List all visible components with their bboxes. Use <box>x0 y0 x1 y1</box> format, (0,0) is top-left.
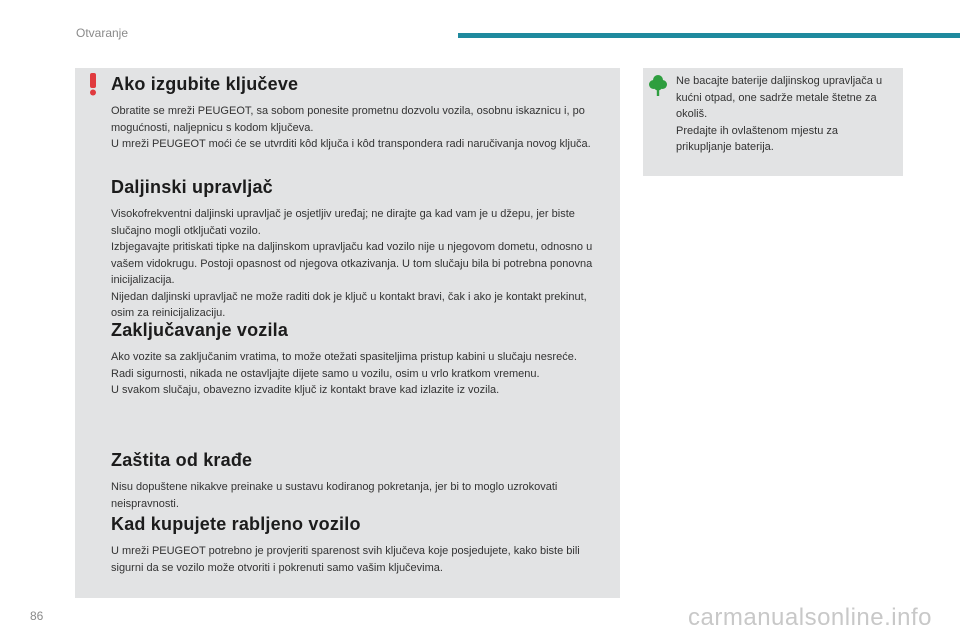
section-theft-protection <box>111 450 611 512</box>
paragraph: Ne bacajte baterije daljinskog upravljača u kućni otpad, one sadrže metale štetne za okoliš. <box>676 75 883 120</box>
section-title: Ako izgubite ključeve <box>111 74 299 94</box>
paragraph: Visokofrekventni daljinski upravljač je osjetljiv uređaj; ne dirajte ga kad vam je u džepu, jer biste slučajno mogli otključati vozilo. <box>111 208 575 237</box>
paragraph: Predajte ih ovlaštenom mjestu za prikupljanje baterija. <box>676 124 839 153</box>
section-title: Zaključavanje vozila <box>111 320 289 340</box>
exclamation-icon <box>86 72 100 96</box>
watermark: carmanualsonline.info <box>688 604 932 631</box>
section-title: Kad kupujete rabljeno vozilo <box>111 514 361 534</box>
environment-note-text <box>676 73 891 156</box>
paragraph: Nisu dopuštene nikakve preinake u sustavu kodiranog pokretanja, jer bi to moglo uzrokovati neispravnosti. <box>111 481 558 510</box>
section-used-vehicle <box>111 514 611 576</box>
section-title: Zaštita od krađe <box>111 450 253 470</box>
paragraph: Ako vozite sa zaključanim vratima, to može otežati spasiteljima pristup kabini u slučaju nesreće. <box>111 351 577 363</box>
page-number: 86 <box>30 609 44 623</box>
paragraph: Nijedan daljinski upravljač ne može raditi dok je ključ u kontakt bravi, čak i ako je kontakt prekinut, osim za reinicijalizaciju. <box>111 290 587 319</box>
paragraph: U mreži PEUGEOT moći će se utvrditi kôd ključa i kôd transpondera radi naručivanja novog ključa. <box>111 138 591 150</box>
section-remote-control <box>111 177 611 322</box>
section-title: Daljinski upravljač <box>111 177 273 197</box>
paragraph: Obratite se mreži PEUGEOT, sa sobom ponesite prometnu dozvolu vozila, osobnu iskaznicu i, po mogućnosti, naljepnicu s kodom ključeva. <box>111 105 585 134</box>
section-lost-keys <box>111 74 611 153</box>
header-title: Otvaranje <box>76 26 129 40</box>
paragraph: Izbjegavajte pritiskati tipke na daljinskom upravljaču kad vozilo nije u njegovom dometu, odnosno u vašem vidokrugu. Postoji opasnost od njegova otkazivanja. U tom slučaju bila bi potrebna ponovna inicijalizacija. <box>111 241 593 286</box>
paragraph: Radi sigurnosti, nikada ne ostavljajte dijete samo u vozilu, osim u vrlo kratkom vremenu. <box>111 367 540 380</box>
tree-icon <box>649 74 667 96</box>
paragraph: U svakom slučaju, obavezno izvadite ključ iz kontakt brave kad izlazite iz vozila. <box>111 384 500 396</box>
section-vehicle-locking <box>111 320 611 399</box>
paragraph: U mreži PEUGEOT potrebno je provjeriti sparenost svih ključeva koje posjedujete, kako biste bili sigurni da se vozilo može otvoriti i pokrenuti samo vašim ključevima. <box>111 545 580 574</box>
header-accent-bar <box>458 33 960 38</box>
